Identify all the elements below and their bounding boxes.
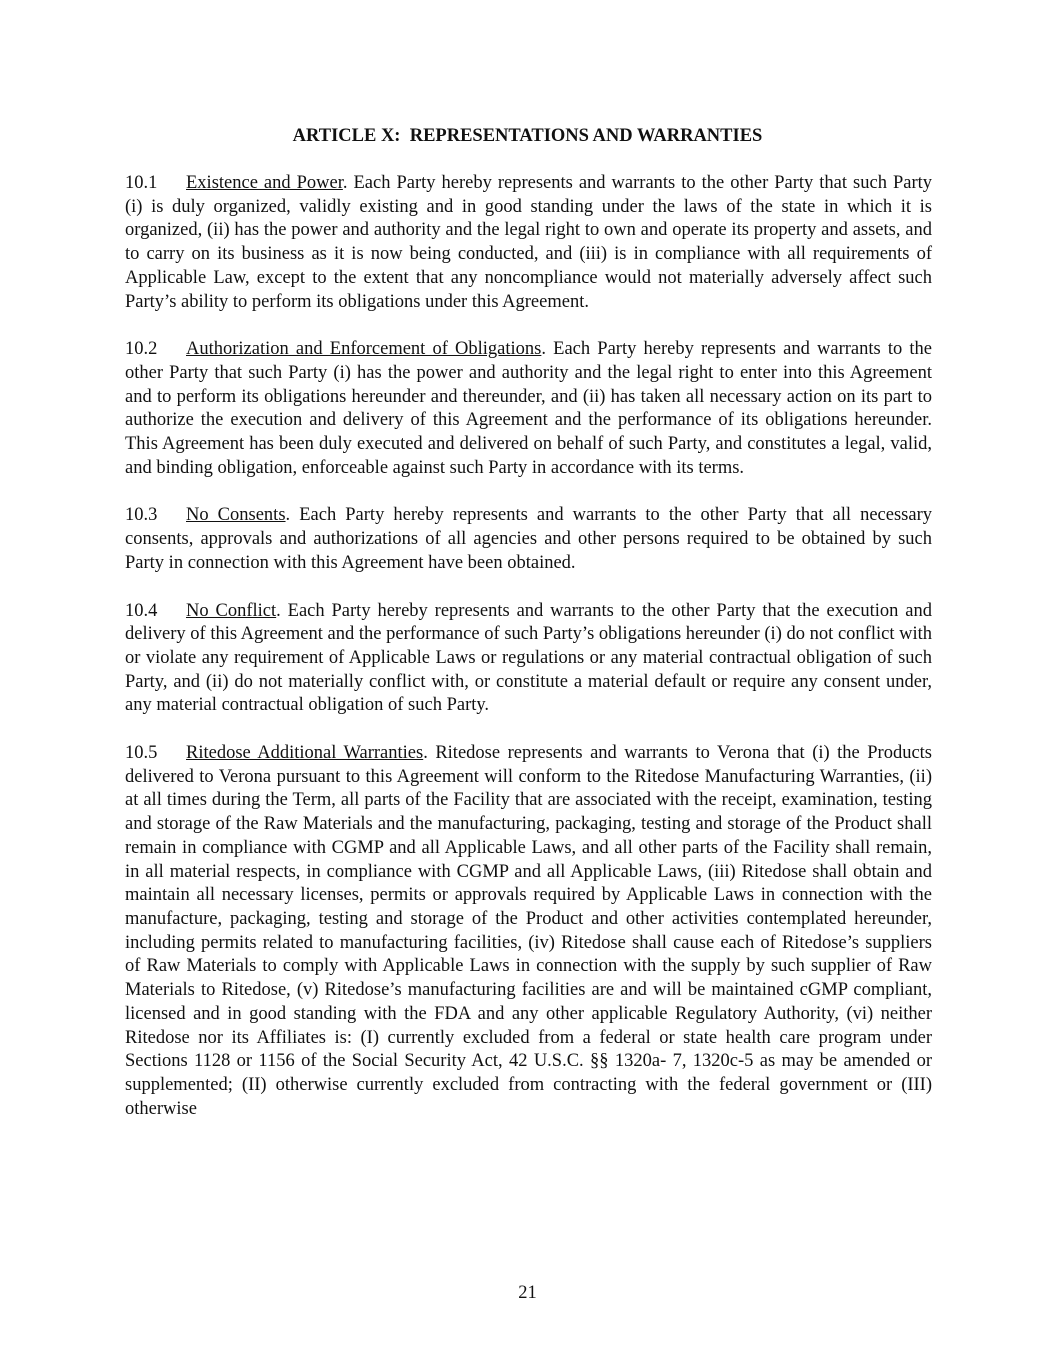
- section-text: . Ritedose represents and warrants to Verona that (i) the Products delivered to Verona pursuant to this Agreement will conform to the Ritedose Manufacturing Warranties, (ii) at all times during the Term, all parts of the Facility that are associated with the receipt, examination, testing and storage of the Raw Materials and the manufacturing, packaging, testing and storage of the Product shall remain in compliance with CGMP and all Applicable Laws, and all other parts of the Facility shall remain, in all material respects, in compliance with CGMP and all Applicable Laws, (iii) Ritedose shall obtain and maintain all necessary licenses, permits or approvals required by Applicable Laws in connection with the manufacture, packaging, testing and storage of the Product and other activities contemplated hereunder, including permits related to manufacturing facilities, (iv) Ritedose shall cause each of Ritedose’s suppliers of Raw Materials to comply with Applicable Laws in connection with the supply by such supplier of Raw Materials to Ritedose, (v) Ritedose’s manufacturing facilities are and will be maintained cGMP compliant, licensed and in good standing with the FDA and any other applicable Regulatory Authority, (vi) neither Ritedose nor its Affiliates is: (I) currently excluded from a federal or state health care program under Sections 1128 or 1156 of the Social Security Act, 42 U.S.C. §§ 1320a- 7, 1320c-5 as may be amended or supplemented; (II) otherwise currently excluded from contracting with the federal government or (III) otherwise: [125, 743, 933, 1119]
- section-10-5: [125, 742, 932, 1121]
- section-10-1: [125, 172, 932, 314]
- page-number: 21: [518, 1283, 537, 1303]
- section-heading: Authorization and Enforcement of Obligations: [186, 339, 542, 360]
- section-text: . Each Party hereby represents and warrants to the other Party that such Party (i) is duly organized, validly existing and in good standing under the laws of the state in which it is organized, (ii) has the power and authority and the legal right to own and operate its property and assets, and to carry on its business as it is now being conducted, and (iii) is in compliance with all requirements of Applicable Law, except to the extent that any noncompliance would not materially adversely affect such Party’s ability to perform its obligations under this Agreement.: [125, 173, 932, 312]
- section-number: 10.5: [125, 743, 158, 764]
- section-number: 10.4: [125, 600, 158, 621]
- section-heading: Ritedose Additional Warranties: [186, 743, 424, 764]
- section-10-4: [125, 600, 932, 719]
- section-text: . Each Party hereby represents and warrants to the other Party that such Party (i) has the power and authority and the legal right to enter into this Agreement and to perform its obligations hereunder and thereunder, and (ii) has taken all necessary action on its part to authorize the execution and delivery of this Agreement and the performance of its obligations hereunder. This Agreement has been duly executed and delivered on behalf of such Party, and constitutes a legal, valid, and binding obligation, enforceable against such Party in accordance with its terms.: [125, 339, 932, 478]
- article-body: [125, 172, 932, 1145]
- section-text: . Each Party hereby represents and warrants to the other Party that the execution and delivery of this Agreement and the performance of such Party’s obligations hereunder (i) do not conflict with or violate any requirement of Applicable Laws or regulations or any material contractual obligation of such Party, and (ii) do not materially conflict with, or constitute a material default or require any consent under, any material contractual obligation of such Party.: [125, 600, 932, 716]
- section-text: . Each Party hereby represents and warrants to the other Party that all necessary consents, approvals and authorizations of all agencies and other persons required to be obtained by such Party in connection with this Agreement have been obtained.: [125, 505, 932, 573]
- article-title: ARTICLE X: REPRESENTATIONS AND WARRANTIES: [292, 126, 763, 146]
- section-number: 10.1: [125, 173, 158, 193]
- section-number: 10.3: [125, 505, 158, 526]
- section-number: 10.2: [125, 339, 158, 360]
- section-10-2: [125, 338, 932, 480]
- section-heading: Existence and Power: [186, 173, 343, 193]
- section-heading: No Conflict: [186, 600, 277, 621]
- section-heading: No Consents: [186, 505, 286, 526]
- section-10-3: [125, 504, 932, 575]
